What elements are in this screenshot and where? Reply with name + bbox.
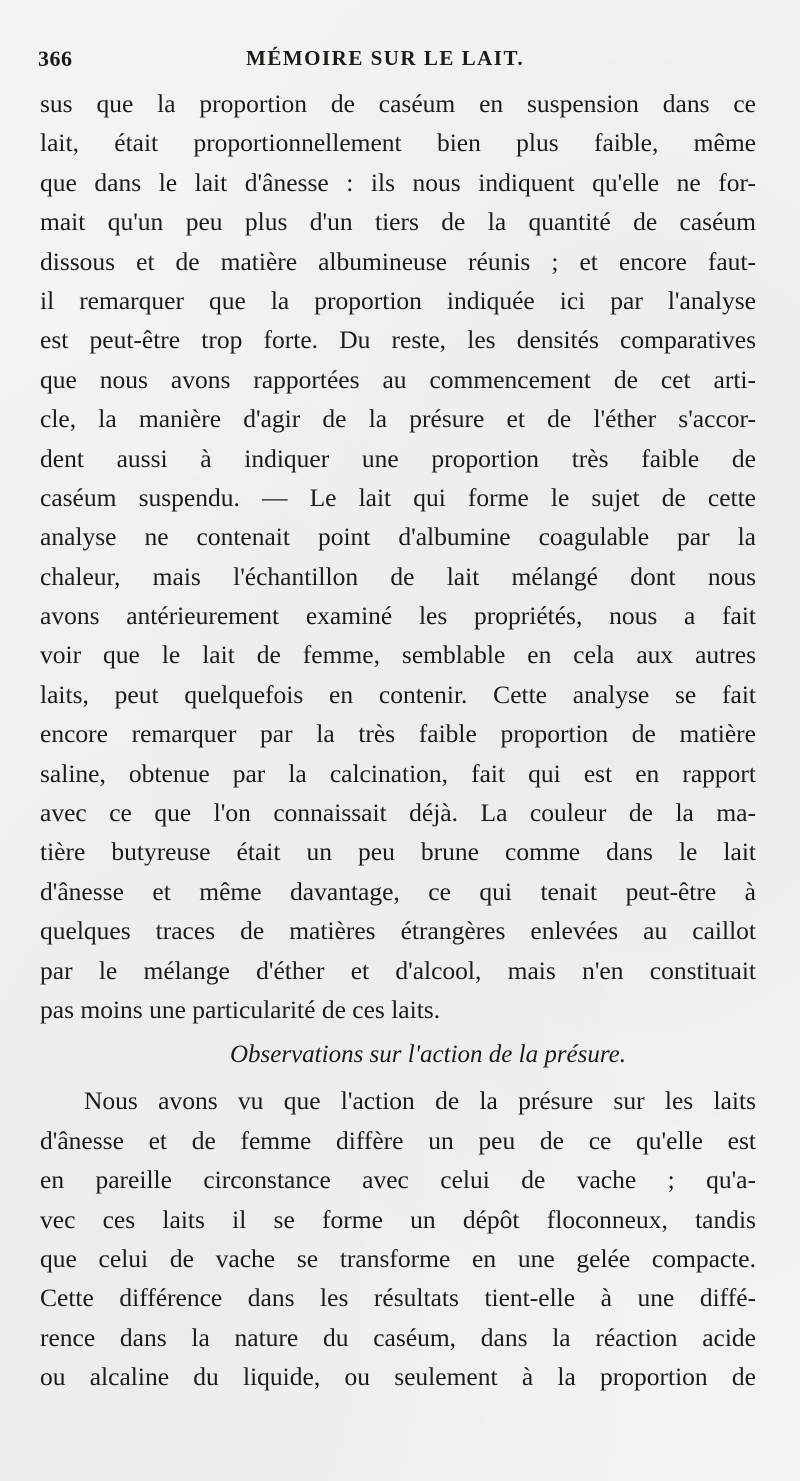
text-line: est peut-être trop forte. Du reste, les densités comparatives — [40, 325, 756, 355]
text-line: que celui de vache se transforme en une gelée compacte. — [40, 1243, 756, 1273]
page-header — [38, 40, 754, 76]
text-line: dent aussi à indiquer une proportion très faible de — [40, 443, 756, 473]
text-line: par le mélange d'éther et d'alcool, mais n'en constituait — [40, 955, 756, 985]
paragraph-2 — [40, 1081, 756, 1396]
text-line: sus que la proportion de caséum en suspension dans ce — [40, 89, 756, 118]
text-line: avec ce que l'on connaissait déjà. La couleur de la ma- — [40, 798, 756, 828]
text-line: que nous avons rapportées au commencement de cet arti- — [40, 364, 756, 394]
text-line: quelques traces de matières étrangères enlevées au caillot — [40, 916, 756, 946]
text-line: dissous et de matière albumineuse réunis ; et encore faut- — [40, 246, 756, 276]
text-line: d'ânesse et même davantage, ce qui tenait peut-être à — [40, 876, 756, 906]
text-line: chaleur, mais l'échantillon de lait mélangé dont nous — [40, 561, 756, 591]
text-line: analyse ne contenait point d'albumine coagulable par la — [40, 522, 756, 552]
section-title: Observations sur l'action de la présure. — [229, 1041, 627, 1069]
text-line: que dans le lait d'ânesse : ils nous indiquent qu'elle ne for- — [40, 167, 756, 197]
text-line: caséum suspendu. — Le lait qui forme le sujet de cette — [40, 482, 756, 512]
text-line: voir que le lait de femme, semblable en cela aux autres — [40, 640, 756, 670]
text-line: tière butyreuse était un peu brune comme dans le lait — [40, 837, 756, 867]
text-line: saline, obtenue par la calcination, fait qui est en rapport — [40, 758, 756, 788]
text-line: vec ces laits il se forme un dépôt floconneux, tandis — [40, 1204, 756, 1234]
text-line: laits, peut quelquefois en contenir. Cette analyse se fait — [40, 679, 756, 709]
text-line: encore remarquer par la très faible proportion de matière — [40, 719, 756, 749]
running-head: MÉMOIRE SUR LE LAIT. — [246, 46, 525, 70]
text-line: en pareille circonstance avec celui de vache ; qu'a- — [40, 1165, 756, 1195]
text-line: cle, la manière d'agir de la présure et de l'éther s'accor- — [40, 404, 756, 434]
text-line: pas moins une particularité de ces laits. — [40, 994, 441, 1024]
page-number: 366 — [38, 46, 73, 71]
text-line: d'ânesse et de femme diffère un peu de ce qu'elle est — [40, 1125, 756, 1155]
text-line: Nous avons vu que l'action de la présure sur les laits — [84, 1086, 756, 1116]
text-line: ou alcaline du liquide, ou seulement à la proportion de — [40, 1362, 756, 1392]
text-line: il remarquer que la proportion indiquée ici par l'analyse — [40, 285, 756, 315]
text-line: avons antérieurement examiné les propriétés, nous a fait — [40, 601, 756, 631]
body-text — [40, 84, 756, 1397]
text-line: mait qu'un peu plus d'un tiers de la quantité de caséum — [40, 207, 756, 237]
text-line: rence dans la nature du caséum, dans la réaction acide — [40, 1322, 756, 1352]
text-line: lait, était proportionnellement bien plus faible, même — [40, 128, 756, 158]
text-line: Cette différence dans les résultats tient-elle à une diffé- — [40, 1283, 756, 1313]
paragraph-1 — [40, 84, 756, 1029]
